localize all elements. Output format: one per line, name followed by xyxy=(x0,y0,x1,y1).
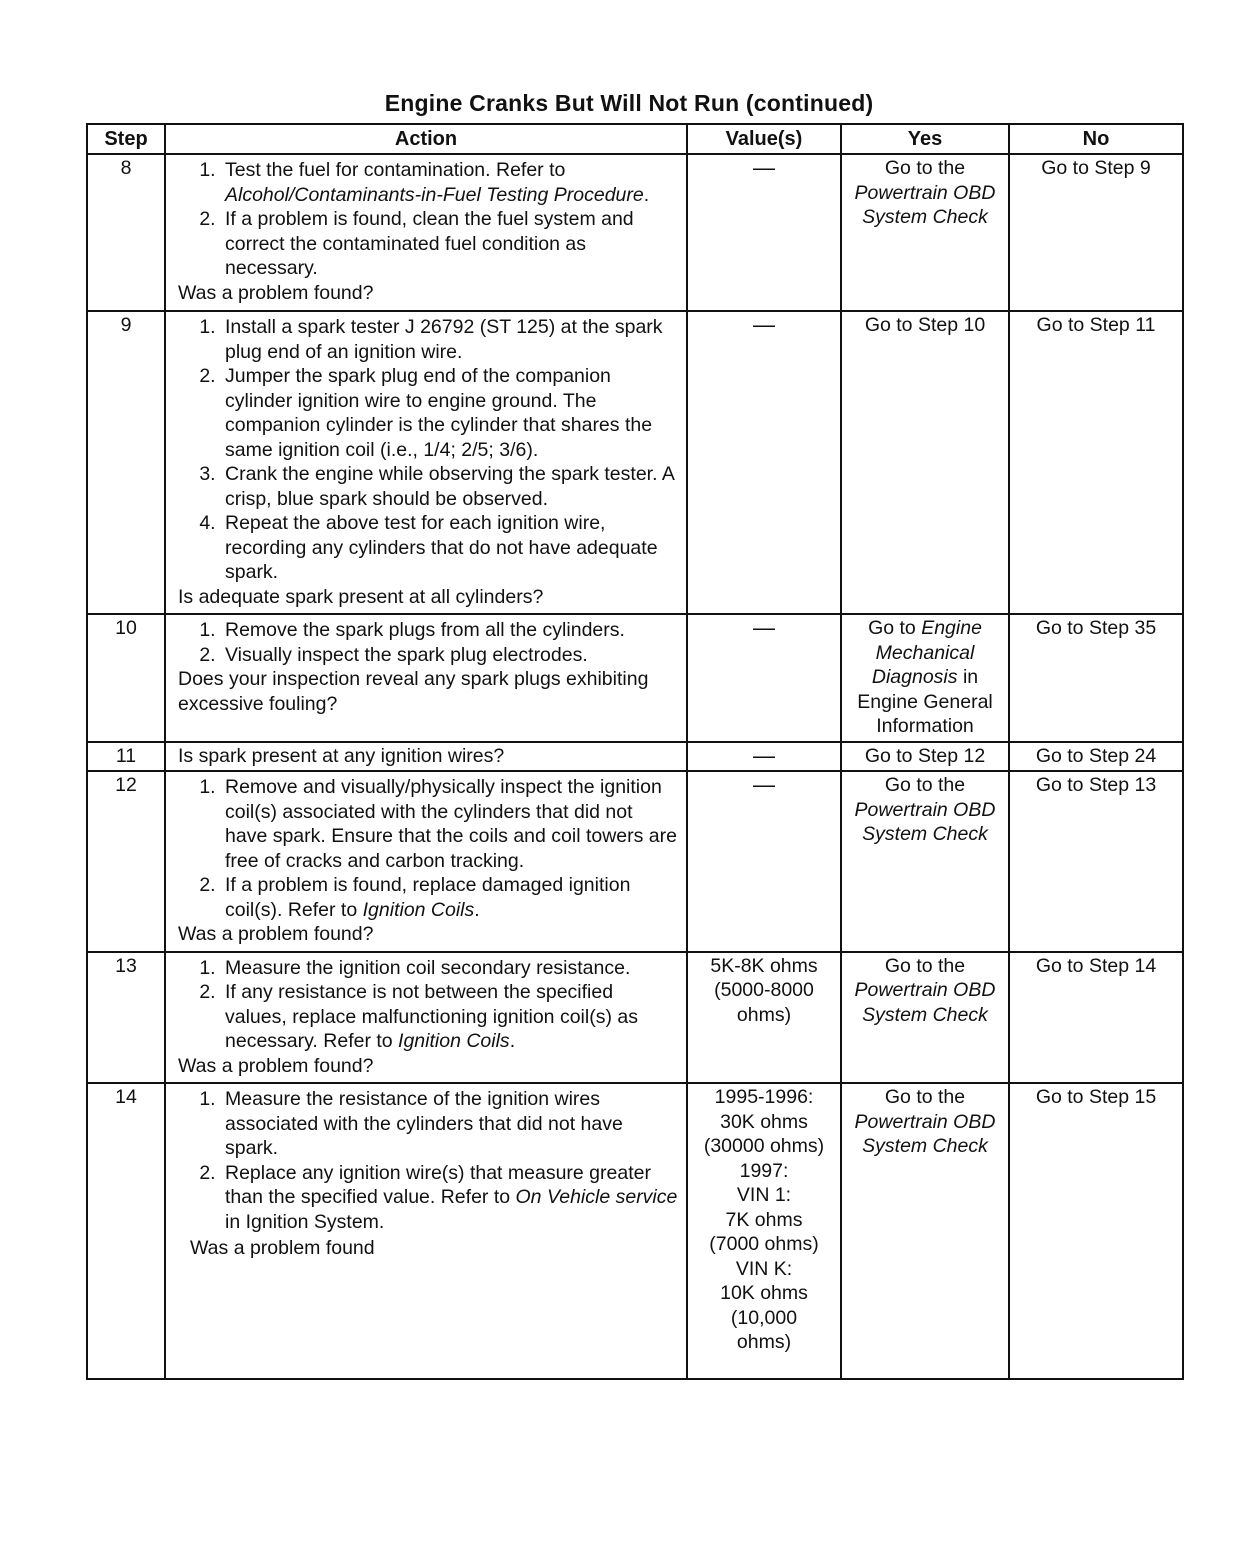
value-cell xyxy=(687,952,841,1084)
action-item: 2. If a problem is found, clean the fuel system and correct the contaminated fuel condition as necessary. xyxy=(221,207,680,281)
no-cell: Go to Step 15 xyxy=(1009,1083,1183,1379)
value-line: ohms) xyxy=(736,1003,792,1026)
value-line: (5000-8000 xyxy=(714,979,814,1001)
yes-cell: Go to Step 10 xyxy=(841,311,1009,614)
reference-link: Powertrain OBD System Check xyxy=(854,979,996,1026)
no-cell: Go to Step 9 xyxy=(1009,154,1183,311)
action-question: Is spark present at any ignition wires? xyxy=(178,744,505,767)
value-cell xyxy=(687,742,841,772)
action-list xyxy=(176,618,680,667)
reference-link: Powertrain OBD System Check xyxy=(854,181,996,228)
action-item: 1. Install a spark tester J 26792 (ST 125) at the spark plug end of an ignition wire. xyxy=(221,315,680,364)
action-item: 1. Measure the resistance of the ignition wires associated with the cylinders that did not have spark. xyxy=(221,1087,680,1161)
no-cell: Go to Step 13 xyxy=(1009,771,1183,952)
value-line: VIN 1: xyxy=(736,1184,792,1206)
no-cell: Go to Step 14 xyxy=(1009,952,1183,1084)
action-item: 3. Crank the engine while observing the spark tester. A crisp, blue spark should be observed. xyxy=(221,462,680,511)
action-question: Was a problem found? xyxy=(178,923,374,945)
diagnostic-table xyxy=(86,123,1184,1380)
step-number: 11 xyxy=(87,742,165,772)
action-item: 2. If a problem is found, replace damaged ignition coil(s). Refer to Ignition Coils. xyxy=(221,873,680,922)
action-list xyxy=(176,1087,680,1234)
table-row-step-8 xyxy=(87,154,1183,311)
action-cell xyxy=(165,771,687,952)
action-cell xyxy=(165,742,687,772)
table-row-step-11 xyxy=(87,742,1183,772)
step-number: 8 xyxy=(87,154,165,311)
header-row xyxy=(87,124,1183,154)
table-row-step-14 xyxy=(87,1083,1183,1379)
action-item: 2. Visually inspect the spark plug electrodes. xyxy=(221,643,680,668)
header-values: Value(s) xyxy=(687,124,841,154)
action-item: 1. Remove and visually/physically inspect the ignition coil(s) associated with the cylinders that did not have spark. Ensure that the coils and coil towers are free of cracks and carbon tracking. xyxy=(221,775,680,873)
reference-link: Ignition Coils xyxy=(362,898,475,921)
value-line: — xyxy=(753,312,775,337)
value-cell xyxy=(687,311,841,614)
value-line: 1997: xyxy=(739,1159,789,1182)
value-line: — xyxy=(753,615,775,640)
header-yes: Yes xyxy=(841,124,1009,154)
table-row-step-10 xyxy=(87,614,1183,742)
value-cell xyxy=(687,771,841,952)
action-item: 1. Remove the spark plugs from all the cylinders. xyxy=(221,618,680,643)
yes-cell: Go to the Powertrain OBD System Check xyxy=(841,154,1009,311)
value-line: — xyxy=(753,742,775,768)
reference-link: Powertrain OBD System Check xyxy=(854,1110,996,1157)
action-cell xyxy=(165,1083,687,1379)
action-question: Was a problem found xyxy=(190,1237,375,1259)
action-question: Was a problem found? xyxy=(178,281,374,304)
header-action: Action xyxy=(165,124,687,154)
value-line: (10,000 xyxy=(730,1306,798,1329)
value-line: — xyxy=(753,772,775,797)
reference-link: Alcohol/Contaminants-in-Fuel Testing Procedure xyxy=(225,183,644,206)
reference-link: Powertrain OBD System Check xyxy=(854,798,996,845)
action-question: Does your inspection reveal any spark plugs exhibiting excessive fouling? xyxy=(178,668,649,715)
step-number: 13 xyxy=(87,952,165,1084)
action-cell xyxy=(165,311,687,614)
action-list xyxy=(176,775,680,922)
action-question: Was a problem found? xyxy=(178,1054,374,1077)
action-cell xyxy=(165,952,687,1084)
step-number: 10 xyxy=(87,614,165,742)
yes-cell: Go to the Powertrain OBD System Check xyxy=(841,952,1009,1084)
table-row-step-12 xyxy=(87,771,1183,952)
yes-cell: Go to Step 12 xyxy=(841,742,1009,772)
page-title: Engine Cranks But Will Not Run (continued) xyxy=(384,90,874,116)
yes-cell: Go to Engine Mechanical Diagnosis in Engine General Information xyxy=(841,614,1009,742)
value-cell xyxy=(687,1083,841,1379)
step-number: 9 xyxy=(87,311,165,614)
reference-link: Engine Mechanical Diagnosis xyxy=(871,617,982,688)
action-list xyxy=(176,315,680,585)
value-line: (7000 ohms) xyxy=(709,1233,819,1255)
yes-cell: Go to the Powertrain OBD System Check xyxy=(841,1083,1009,1379)
header-step: Step xyxy=(87,124,165,154)
value-line: 30K ohms xyxy=(720,1110,808,1133)
yes-cell: Go to the Powertrain OBD System Check xyxy=(841,771,1009,952)
action-list xyxy=(176,956,680,1054)
action-cell xyxy=(165,614,687,742)
table-row-step-9 xyxy=(87,311,1183,614)
value-line: 5K-8K ohms xyxy=(710,954,818,977)
value-line: 1995-1996: xyxy=(714,1086,814,1108)
action-list xyxy=(176,158,680,281)
value-cell xyxy=(687,154,841,311)
action-item: 1. Measure the ignition coil secondary resistance. xyxy=(221,956,680,981)
table-row-step-13 xyxy=(87,952,1183,1084)
value-line: ohms) xyxy=(736,1331,792,1353)
no-cell: Go to Step 24 xyxy=(1009,742,1183,772)
step-number: 14 xyxy=(87,1083,165,1379)
action-item: 2. Replace any ignition wire(s) that measure greater than the specified value. Refer to On Vehicle service in Ignition System. xyxy=(221,1161,680,1235)
action-item: 4. Repeat the above test for each ignition wire, recording any cylinders that do not have adequate spark. xyxy=(221,511,680,585)
value-line: 7K ohms xyxy=(725,1208,803,1231)
no-cell: Go to Step 11 xyxy=(1009,311,1183,614)
reference-link: On Vehicle service xyxy=(515,1186,678,1208)
value-line: VIN K: xyxy=(735,1257,793,1280)
reference-link: Ignition Coils xyxy=(398,1030,510,1052)
action-item: 2. If any resistance is not between the specified values, replace malfunctioning ignition coil(s) as necessary. Refer to Ignition Coils. xyxy=(221,980,680,1054)
value-line: — xyxy=(753,155,775,180)
action-question: Is adequate spark present at all cylinders? xyxy=(178,585,544,608)
action-cell xyxy=(165,154,687,311)
header-no: No xyxy=(1009,124,1183,154)
action-item: 1. Test the fuel for contamination. Refer to Alcohol/Contaminants-in-Fuel Testing Procedure. xyxy=(221,158,680,207)
value-line: 10K ohms xyxy=(720,1282,808,1304)
value-line: (30000 ohms) xyxy=(703,1135,825,1157)
value-cell xyxy=(687,614,841,742)
action-item: 2. Jumper the spark plug end of the companion cylinder ignition wire to engine ground. The companion cylinder is the cylinder that shares the same ignition coil (i.e., 1/4; 2/5; 3/6). xyxy=(221,364,680,462)
no-cell: Go to Step 35 xyxy=(1009,614,1183,742)
step-number: 12 xyxy=(87,771,165,952)
